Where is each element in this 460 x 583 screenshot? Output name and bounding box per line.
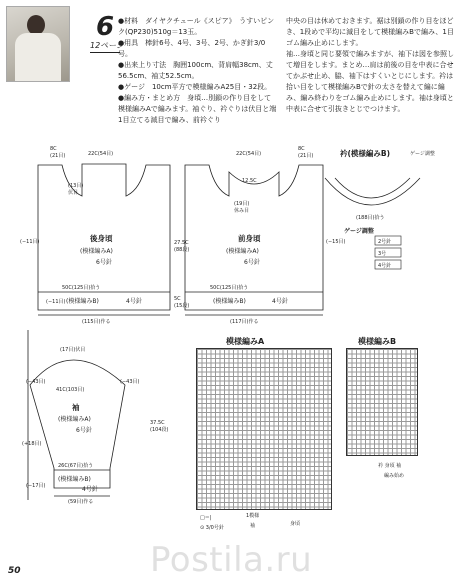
back-length: 27.5C (88段) (174, 240, 190, 253)
pattern-b-title: 模様編みB (358, 337, 397, 346)
back-armhole: (13目) 伏目 (68, 183, 84, 196)
pattern-b-legend: 編み始め (384, 473, 405, 479)
pattern-b-grid (346, 348, 418, 456)
collar-title: 衿(模様編みB) (340, 149, 391, 158)
sleeve-length: 37.5C (104段) (150, 420, 169, 433)
gauge-row-3: 4号針 (378, 263, 392, 269)
page-reference: 12ページ (90, 41, 125, 50)
back-bodice-needle: 6号針 (96, 259, 112, 266)
sleeve-needle: 6号針 (76, 427, 92, 434)
back-shoulder: 8C (21目) (50, 146, 66, 159)
pattern-a-grid (196, 348, 332, 510)
front-bodice-needle: 6号針 (244, 259, 260, 266)
front-width-top: 22C(54目) (236, 151, 262, 157)
sleeve-top-count: (17目)伏目 (60, 347, 86, 353)
page-number: 50 (8, 566, 21, 576)
back-hem-count: 50C(125目)拾う (62, 285, 101, 291)
front-hem-count: 50C(125目)拾う (210, 285, 249, 291)
pattern-number: 6 (96, 12, 115, 42)
pattern-a-title: 模様編みA (226, 337, 265, 346)
sleeve-increase: (+18目) (22, 441, 42, 447)
collar-gauge-note: ゲージ調整 (410, 151, 435, 157)
instructions-column-2: 中央の目は休めておきます。裾は別鎖の作り目をほどき、1段めで平均に減目をして模様編みBで編み、1目ゴム編み止めにします。 袖…身頃と同じ要領で編みますが、袖下は図を参照して増目をします。まとめ…肩は前後の目を中表に合せてかぶせ止め、脇、袖下はすくいとじにします。衿は拾い目をして模様編みBで針の太さを替えて編に編み、編み終わりをゴム編み止めにします。袖は身頃と中表に合せて引抜きとじでつけます。 (286, 17, 454, 113)
gauge-row-1: 2号針 (378, 239, 392, 245)
front-hem-label: (模様編みB) (213, 298, 246, 305)
front-hem-needle: 4号針 (272, 298, 288, 305)
sleeve-cuff-count: 26C(67目)拾う (58, 463, 94, 469)
watermark: Postila.ru (150, 540, 313, 580)
back-bodice-subtitle: (模様編みA) (80, 248, 113, 255)
sleeve-decrease: (−43目) (120, 379, 140, 385)
pattern-b-cable-note: 衿 身頃 袖 (378, 463, 402, 469)
back-bodice-title: 後身頃 (90, 234, 113, 243)
front-bodice-subtitle: (模様編みA) (226, 248, 259, 255)
front-shoulder: 8C (21目) (298, 146, 314, 159)
gauge-row-2: 3号 (378, 251, 387, 257)
sleeve-subtitle: (模様編みA) (58, 416, 91, 423)
front-width-bottom: (117目)作る (230, 319, 259, 325)
sleeve-bottom: (59目)作る (68, 499, 94, 505)
front-neck: 12.5C (242, 178, 257, 184)
pattern-a-legend-2: ⊙ 3/0号針 (200, 525, 224, 531)
pattern-a-repeat: 1模様 (246, 513, 260, 519)
gauge-adjust-title: ゲージ調整 (344, 228, 374, 235)
pattern-a-legend-1: □＝| (200, 515, 212, 521)
back-width-top: 22C(54目) (88, 151, 114, 157)
collar-count: (188目)拾う (356, 215, 385, 221)
front-neck-rest: (19目) 休み目 (234, 201, 250, 214)
back-width-bottom: (115目)作る (82, 319, 111, 325)
sleeve-title: 袖 (72, 403, 80, 412)
pattern-a-center: 身頃 (290, 521, 301, 527)
sleeve-decrease-left: (−43目) (26, 379, 46, 385)
pattern-a-edge: 袖 (250, 523, 256, 529)
back-hem-label: (模様編みB) (66, 298, 99, 305)
sleeve-cuff-label: (模様編みB) (58, 476, 91, 483)
back-side: (−11目) (20, 239, 40, 245)
back-hem-needle: 4号針 (126, 298, 142, 305)
back-hem-side: (−11目) (46, 299, 66, 305)
front-bodice-title: 前身頃 (238, 234, 261, 243)
sleeve-cuff-side: (−17目) (26, 483, 46, 489)
instructions-column-1: ●材料 ダイヤクチュール《スピア》 うすいピンク(QP230)510g＝13玉。 ●用具 棒針6号、4号、3号、2号、かぎ針3/0号。 ●出来上り寸法 胸囲100cm、背肩幅38cm、丈56.5cm、袖丈52.5cm。 ●ゲージ 10cm平方で模様編みA25目・32段。 ●編み方・まとめ方 身頃…別鎖の作り目をして模様編みAで編みます。袖ぐり、衿ぐりは伏目と端1目立てる減目で編み、前衿ぐり (118, 17, 277, 124)
sleeve-cuff-needle: 4号針 (82, 486, 98, 493)
sleeve-top: 41C(103目) (56, 387, 85, 393)
back-length-hem: 5C (15段) (174, 296, 190, 309)
front-side: (−15目) (326, 239, 346, 245)
